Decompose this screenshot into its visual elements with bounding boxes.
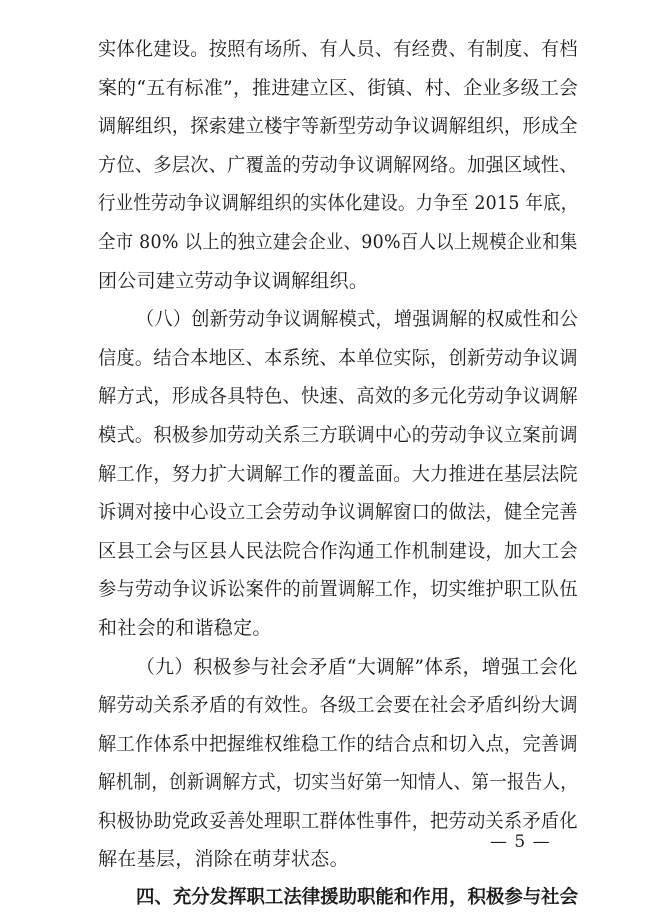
text-line: 和社会的和谐稳定。 bbox=[98, 616, 272, 639]
section-heading: 四、充分发挥职工法律援助职能和作用，积极参与社会 bbox=[136, 887, 579, 909]
text-line: 解工作，努力扩大调解工作的覆盖面。大力推进在基层法院 bbox=[98, 462, 578, 485]
text-line: 解机制，创新调解方式，切实当好第一知情人、第一报告人， bbox=[98, 771, 579, 794]
text-line: 积极协助党政妥善处理职工群体性事件，把劳动关系矛盾化 bbox=[98, 809, 578, 832]
text-line: 解劳动关系矛盾的有效性。各级工会要在社会矛盾纠纷大调 bbox=[98, 694, 578, 717]
text-line: 诉调对接中心设立工会劳动争议调解窗口的做法，健全完善 bbox=[98, 501, 578, 524]
text-line: （八）创新劳动争议调解模式，增强调解的权威性和公 bbox=[136, 308, 579, 331]
text-line: 全市 80% 以上的独立建会企业、90%百人以上规模企业和集 bbox=[98, 230, 578, 253]
text-line: 调解组织，探索建立楼宇等新型劳动争议调解组织，形成全 bbox=[98, 115, 578, 138]
text-line: 信度。结合本地区、本系统、本单位实际，创新劳动争议调 bbox=[98, 346, 578, 369]
text-line: 实体化建设。按照有场所、有人员、有经费、有制度、有档 bbox=[98, 38, 578, 60]
text-line: （九）积极参与社会矛盾“大调解”体系，增强工会化 bbox=[136, 655, 578, 678]
text-line: 团公司建立劳动争议调解组织。 bbox=[98, 269, 369, 292]
text-line: 方位、多层次、广覆盖的劳动争议调解网络。加强区域性、 bbox=[98, 153, 578, 176]
text-line: 解工作体系中把握维权维稳工作的结合点和切入点，完善调 bbox=[98, 732, 578, 755]
text-line: 区县工会与区县人民法院合作沟通工作机制建设，加大工会 bbox=[98, 539, 578, 562]
text-line: 行业性劳动争议调解组织的实体化建设。力争至 2015 年底， bbox=[98, 192, 579, 215]
text-line: 参与劳动争议诉讼案件的前置调解工作，切实维护职工队伍 bbox=[98, 578, 578, 601]
text-line: 解在基层，消除在萌芽状态。 bbox=[98, 848, 349, 871]
page-number: — 5 — bbox=[490, 832, 551, 852]
text-line: 模式。积极参加劳动关系三方联调中心的劳动争议立案前调 bbox=[98, 423, 578, 446]
text-line: 解方式，形成各具特色、快速、高效的多元化劳动争议调解 bbox=[98, 385, 578, 408]
body-text bbox=[98, 30, 578, 918]
text-line: 案的“五有标准”，推进建立区、街镇、村、企业多级工会 bbox=[98, 76, 579, 99]
